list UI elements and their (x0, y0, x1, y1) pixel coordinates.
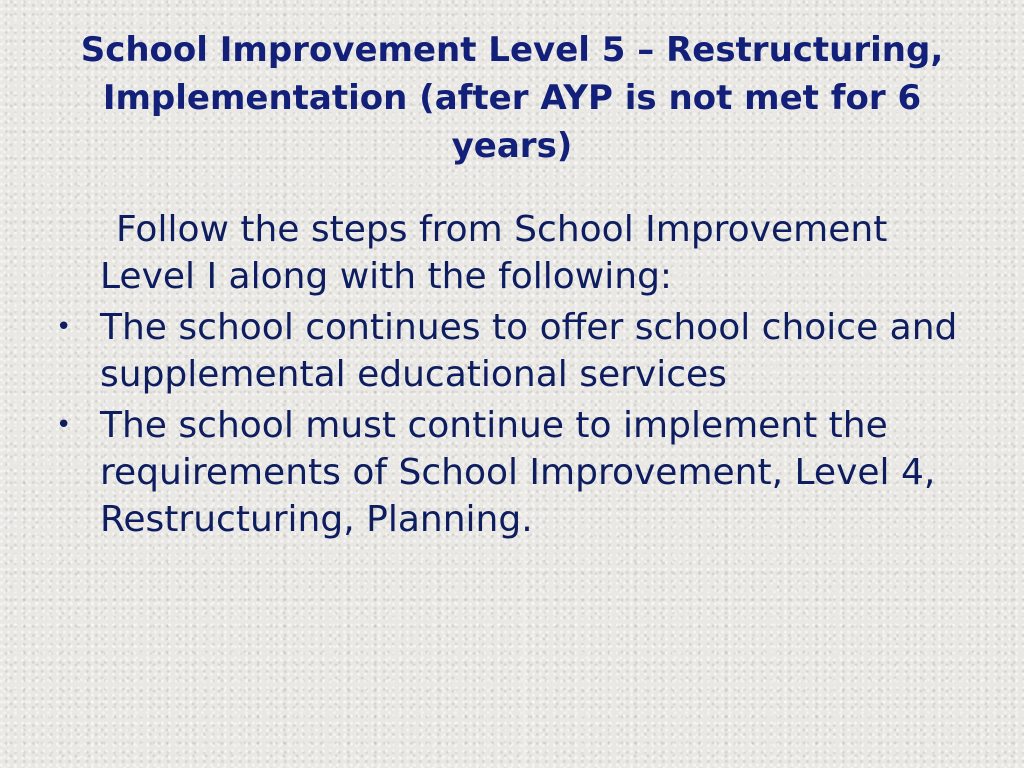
slide-title: School Improvement Level 5 – Restructuring, Implementation (after AYP is not met for 6 years) (80, 30, 944, 166)
bullet-item (52, 304, 982, 398)
bullet-item (52, 402, 982, 543)
intro-paragraph: Follow the steps from School Improvement Level I along with the following: (100, 209, 888, 297)
slide-body (52, 206, 982, 547)
bullet-text: The school continues to offer school choice and supplemental educational services (100, 307, 958, 395)
bullet-list (52, 304, 982, 543)
bullet-icon: • (56, 410, 72, 440)
bullet-text: The school must continue to implement the requirements of School Improvement, Level 4, Restructuring, Planning. (100, 405, 936, 540)
bullet-icon: • (56, 312, 72, 342)
